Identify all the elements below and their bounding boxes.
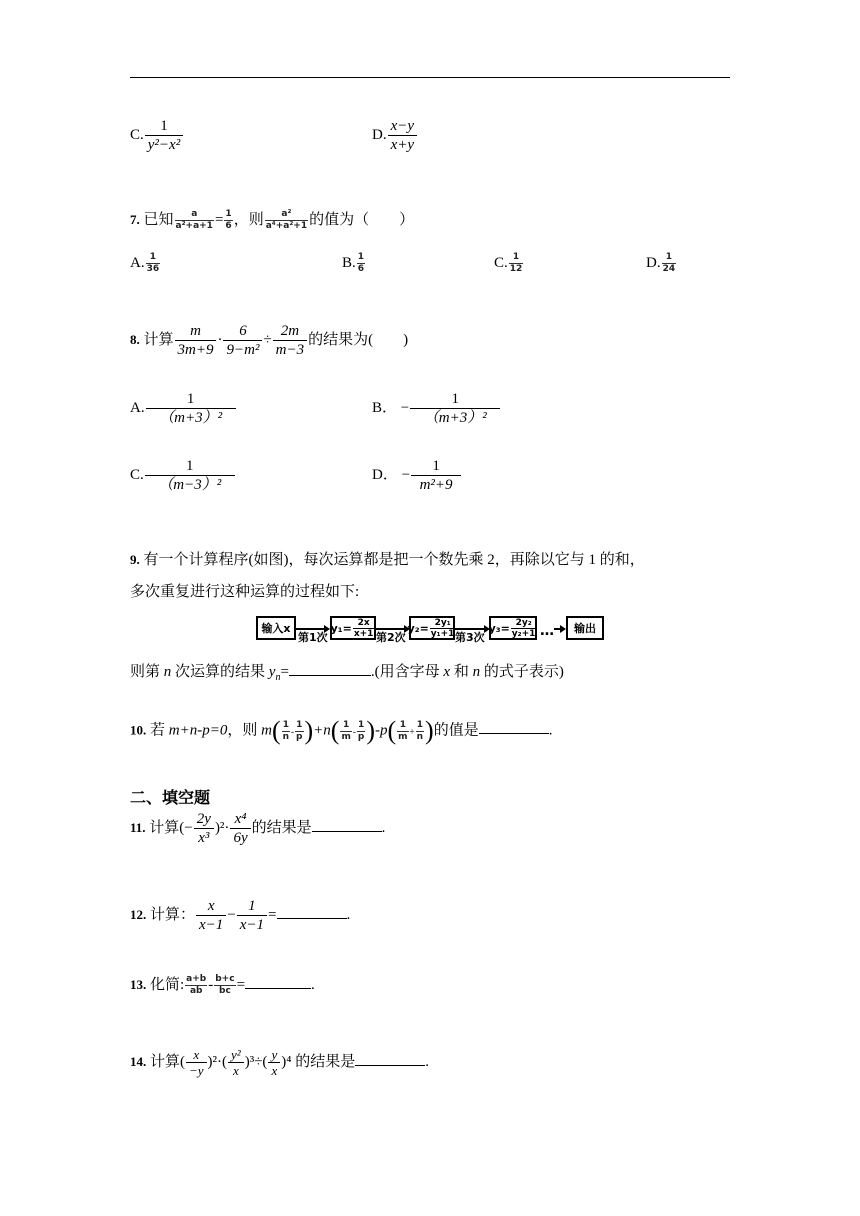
flow-box-3: y₃= $\frac{\text{2y₂}}{\text{y₂+1}}$	[488, 617, 536, 639]
fraction: $\frac{x}{-y}$	[186, 1047, 207, 1078]
fraction: $\frac{\text{a²}}{\text{a⁴+a²+1}}$	[265, 209, 308, 232]
fraction: $\frac{1}{12}$	[509, 252, 523, 274]
fraction: $\frac{1}{m}$	[398, 719, 408, 742]
fraction: $\frac{1}{x-1}$	[237, 897, 267, 934]
fraction: $\frac{m}{3m+9}$	[175, 322, 217, 359]
q7-option-d[interactable]: D. $\frac{1}{24}$	[646, 252, 676, 274]
fraction: $\frac{1}{n}$	[282, 719, 290, 742]
q8-option-a[interactable]: A. $\frac{1}{\text{（m+3）²}}$	[130, 390, 237, 427]
fraction: $\frac{1}{\text{（m−3）²}}$	[145, 457, 235, 494]
fraction: $\frac{1}{m}$	[341, 719, 351, 742]
flow-box-2: y₂= $\frac{\text{2y₁}}{\text{y₁+1}}$	[407, 617, 455, 639]
fraction: $\frac{2m}{m-3}$	[273, 322, 307, 359]
q7-option-b[interactable]: B. $\frac{1}{6}$	[342, 252, 365, 274]
flow-output-box: 输出	[566, 616, 604, 640]
fraction: $\frac{6}{\text{9−m²}}$	[223, 322, 262, 359]
fraction: $\frac{\text{y²}}{x}$	[228, 1047, 244, 1078]
question-12: 12. 计算： $\frac{x}{x-1}$ − $\frac{1}{x-1}$ = .	[130, 898, 351, 933]
flow-step-label: 第3次	[455, 631, 485, 644]
q8-option-c[interactable]: C. $\frac{1}{\text{（m−3）²}}$	[130, 457, 236, 494]
answer-blank[interactable]	[289, 661, 371, 676]
fraction: $\frac{\text{2y₂}}{\text{y₂+1}}$	[511, 617, 536, 639]
fraction: $\frac{1}{n}$	[416, 719, 424, 742]
fraction: $\frac{a+b}{ab}$	[186, 974, 207, 997]
answer-blank[interactable]	[479, 719, 549, 734]
flow-arrow	[554, 628, 564, 630]
fraction: $\frac{1}{\text{（m+3）²}}$	[146, 390, 236, 427]
question-9-line2: 多次重复进行这种运算的过程如下:	[130, 584, 360, 600]
fraction: $\frac{1}{p}$	[296, 719, 303, 742]
fraction: $\frac{1}{24}$	[662, 252, 676, 274]
fraction: $\frac{b+c}{bc}$	[215, 974, 235, 997]
fraction: $\frac{x-y}{x+y}$	[388, 117, 417, 154]
fraction: $\frac{1}{\text{（m+3）²}}$	[410, 390, 500, 427]
fraction: $\frac{1}{\text{y²−x²}}$	[145, 117, 183, 154]
question-9-answer: 则第 n 次运算的结果 $y_n=$ .(用含字母 x 和 n 的式子表示)	[130, 660, 564, 683]
question-9-line1: 9. 有一个计算程序(如图)，每次运算都是把一个数先乘 2，再除以它与 1 的和，	[130, 552, 645, 568]
answer-blank[interactable]	[312, 817, 382, 832]
question-13: 13. 化简: $\frac{a+b}{ab}$ - $\frac{b+c}{bc}$ = .	[130, 974, 315, 997]
question-10: 10. 若 m+n-p=0，则 m( $\frac{1}{n}$ - $\frac{1}{p}$ )+n( $\frac{1}{m}$ - $\frac{1}{p}$ )-p( $\frac{1}{m}$ + $\frac{1}{n}$ )的值是 .	[130, 716, 553, 745]
flow-input-box: 输入x	[256, 616, 296, 640]
flow-step-label: 第1次	[298, 631, 328, 644]
answer-blank[interactable]	[245, 974, 311, 989]
fraction: $\frac{\text{2y₁}}{\text{y₁+1}}$	[430, 617, 455, 639]
flow-ellipsis: …	[540, 623, 554, 639]
flowchart	[256, 614, 604, 644]
fraction: $\frac{1}{36}$	[146, 252, 160, 274]
fraction: $\frac{1}{6}$	[225, 209, 232, 232]
fraction: $\frac{y}{x}$	[268, 1047, 280, 1078]
q6-option-c[interactable]: C. $\frac{1}{\text{y²−x²}}$	[130, 117, 184, 154]
fraction: $\frac{1}{\text{m²+9}}$	[411, 457, 461, 494]
q8-option-d[interactable]: D． − $\frac{1}{\text{m²+9}}$	[372, 457, 462, 494]
fraction: $\frac{a}{\text{a²+a+1}}$	[175, 209, 213, 232]
fraction: $\frac{1}{p}$	[357, 719, 365, 742]
question-8: 8. 计算 $\frac{m}{3m+9}$ · $\frac{6}{\text{9−m²}}$ ÷ $\frac{2m}{m-3}$ 的结果为( )	[130, 323, 409, 358]
flow-box-1: y₁= $\frac{2x}{x+1}$	[330, 616, 376, 640]
fraction: $\frac{2x}{x+1}$	[353, 617, 374, 639]
question-11: 11. 计算(− $\frac{2y}{\text{x³}}$ )²· $\frac{\text{x⁴}}{6y}$ 的结果是 .	[130, 811, 386, 846]
question-7: 7. 已知 $\frac{a}{\text{a²+a+1}}$ = $\frac{1}{6}$ ，则 $\frac{\text{a²}}{\text{a⁴+a²+1}}$ 的值为（ ）	[130, 209, 415, 232]
flow-step-label: 第2次	[376, 631, 406, 644]
fraction: $\frac{x}{x-1}$	[196, 897, 226, 934]
header-rule	[130, 77, 730, 78]
answer-blank[interactable]	[277, 904, 347, 919]
q7-option-c[interactable]: C. $\frac{1}{12}$	[494, 252, 523, 274]
q7-option-a[interactable]: A. $\frac{1}{36}$	[130, 252, 160, 274]
fraction: $\frac{1}{6}$	[357, 252, 365, 274]
fraction: $\frac{\text{x⁴}}{6y}$	[230, 810, 250, 847]
fraction: $\frac{2y}{\text{x³}}$	[194, 810, 214, 847]
section-heading: 二、填空题	[130, 788, 211, 807]
q6-option-d[interactable]: D. $\frac{x-y}{x+y}$	[372, 117, 418, 154]
answer-blank[interactable]	[355, 1051, 425, 1066]
question-14: 14. 计算( $\frac{x}{-y}$ )²·( $\frac{\text{y²}}{x}$ )³÷( $\frac{y}{x}$ )⁴ 的结果是 .	[130, 1047, 429, 1078]
q8-option-b[interactable]: B． − $\frac{1}{\text{（m+3）²}}$	[372, 390, 501, 427]
